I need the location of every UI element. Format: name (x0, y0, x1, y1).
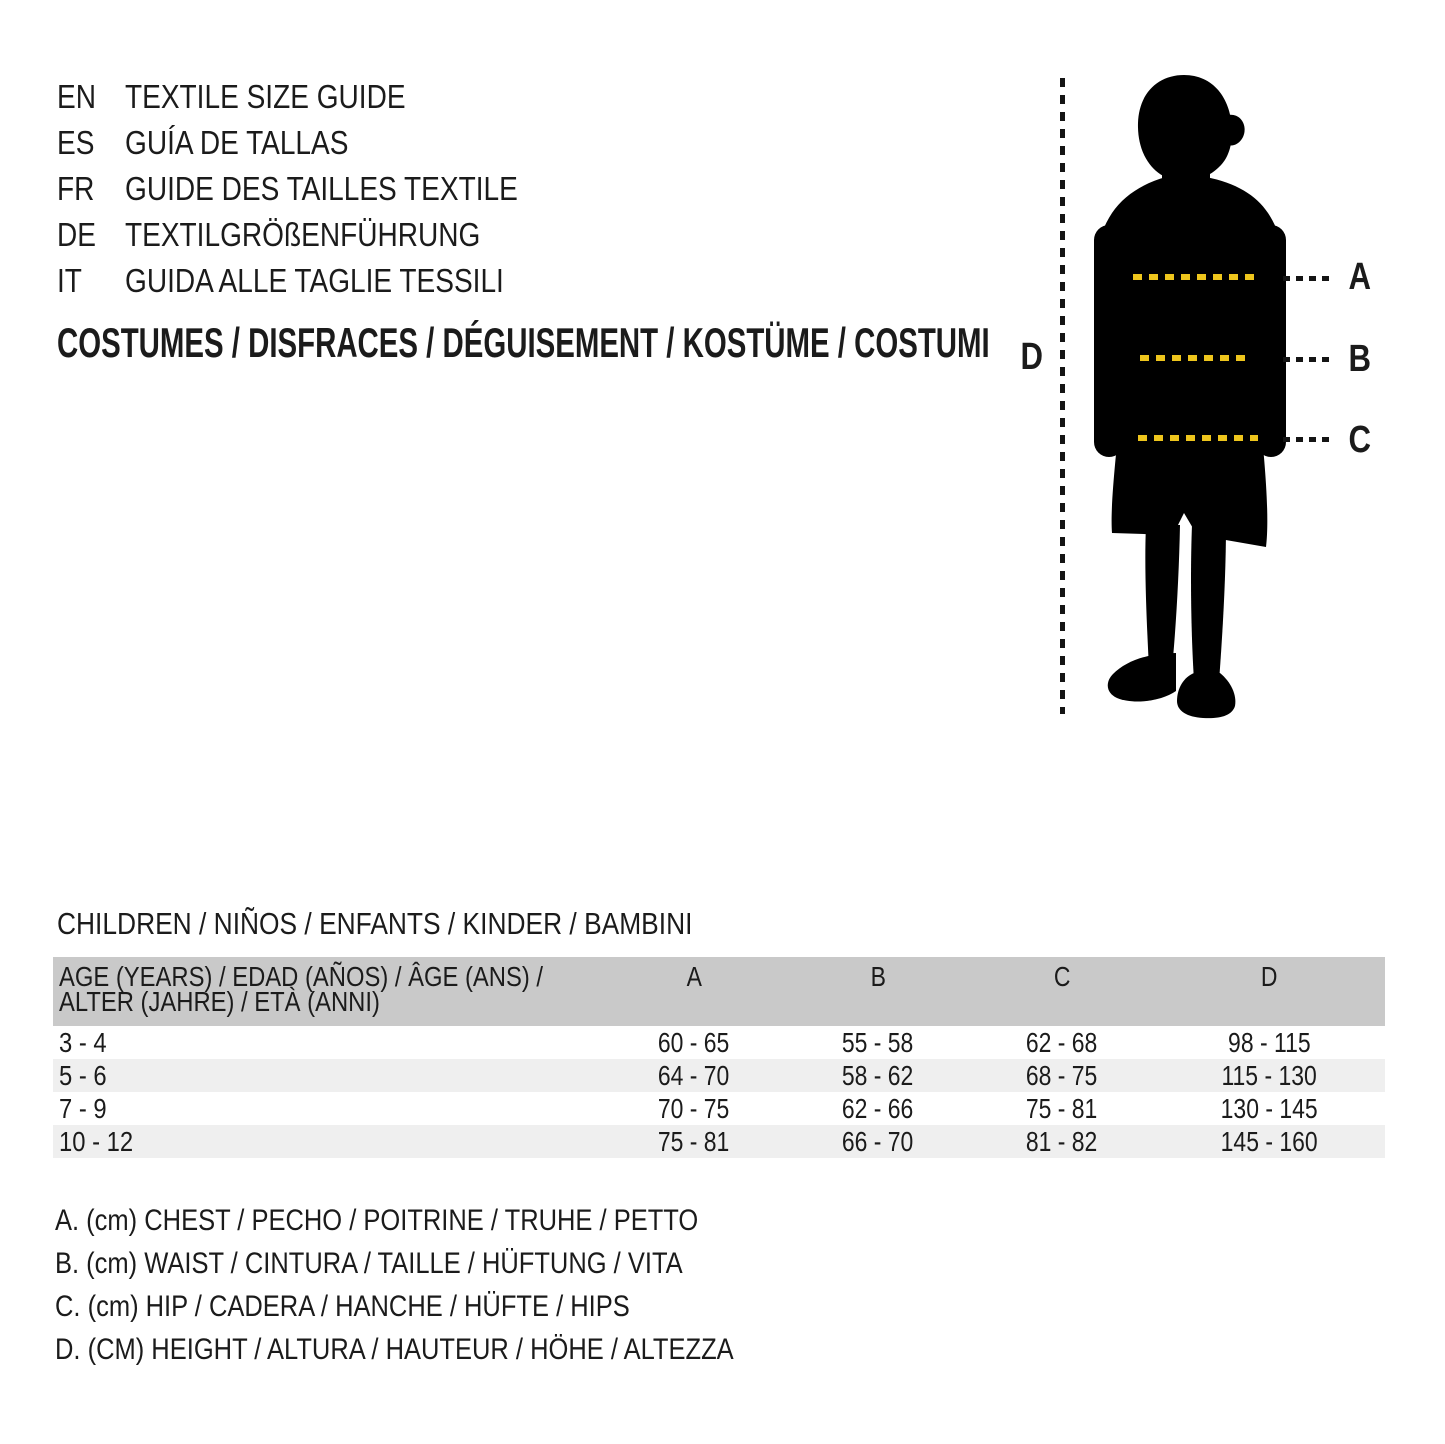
table-row (53, 1092, 1385, 1125)
silhouette-left-leg (1145, 525, 1180, 669)
header-col-c: C (1053, 961, 1071, 992)
connector-line-b (1283, 357, 1333, 362)
hip-value: 62 - 68 (1026, 1027, 1098, 1058)
language-title: GUIDE DES TAILLES TEXTILE (125, 170, 518, 207)
height-value: 130 - 145 (1220, 1093, 1319, 1124)
hip-value: 75 - 81 (1026, 1093, 1098, 1124)
label-b: B (1348, 338, 1372, 380)
chest-value: 64 - 70 (658, 1060, 730, 1091)
waist-value: 58 - 62 (842, 1060, 914, 1091)
header-col-a: A (686, 961, 702, 992)
header-age-line1: AGE (YEARS) / EDAD (AÑOS) / ÂGE (ANS) / (59, 961, 544, 992)
table-row (53, 1026, 1385, 1059)
age-value: 5 - 6 (59, 1060, 107, 1091)
language-row-en (57, 74, 587, 120)
child-silhouette-image (1080, 55, 1300, 725)
label-a: A (1348, 256, 1372, 298)
language-code: ES (57, 124, 95, 161)
language-row-fr (57, 166, 587, 212)
table-row (53, 1059, 1385, 1092)
waist-value: 55 - 58 (842, 1027, 914, 1058)
silhouette-right-leg (1191, 525, 1226, 695)
age-value: 10 - 12 (59, 1126, 134, 1157)
silhouette-torso (1120, 253, 1260, 435)
table-header-row (53, 957, 1385, 1026)
chest-value: 75 - 81 (658, 1126, 730, 1157)
legend-line-a: A. (cm) CHEST / PECHO / POITRINE / TRUHE / PETTO (55, 1204, 699, 1237)
section-heading-children: CHILDREN / NIÑOS / ENFANTS / KINDER / BAMBINI (57, 906, 693, 941)
waist-value: 62 - 66 (842, 1093, 914, 1124)
language-title: TEXTILE SIZE GUIDE (125, 78, 406, 115)
label-c: C (1348, 419, 1372, 461)
language-title-list (57, 74, 587, 304)
legend-line-c: C. (cm) HIP / CADERA / HANCHE / HÜFTE / HIPS (55, 1290, 630, 1323)
header-age (53, 957, 602, 1026)
language-row-de (57, 212, 587, 258)
legend-line-b: B. (cm) WAIST / CINTURA / TAILLE / HÜFTUNG / VITA (55, 1247, 683, 1280)
hip-line-c (1138, 435, 1258, 441)
hip-value: 68 - 75 (1026, 1060, 1098, 1091)
language-code: DE (57, 216, 96, 253)
language-row-it (57, 258, 587, 304)
height-line-d (1060, 78, 1065, 714)
hip-value: 81 - 82 (1026, 1126, 1098, 1157)
waist-value: 66 - 70 (842, 1126, 914, 1157)
label-d: D (1020, 336, 1044, 378)
size-table (53, 957, 1385, 1158)
language-code: EN (57, 78, 96, 115)
chest-value: 70 - 75 (658, 1093, 730, 1124)
language-row-es (57, 120, 587, 166)
chest-line-a (1133, 274, 1257, 280)
connector-line-c (1283, 437, 1333, 442)
connector-line-a (1283, 276, 1333, 281)
language-title: GUÍA DE TALLAS (125, 124, 349, 161)
silhouette-right-shoe (1177, 673, 1235, 718)
waist-line-b (1140, 355, 1250, 361)
silhouette-head (1138, 75, 1232, 181)
measurement-legend (55, 1199, 853, 1371)
header-age-line2: ALTER (JAHRE) / ETÀ (ANNI) (59, 986, 380, 1017)
language-title: TEXTILGRÖßENFÜHRUNG (125, 216, 481, 253)
header-col-b: B (870, 961, 886, 992)
category-heading: COSTUMES / DISFRACES / DÉGUISEMENT / KOSTÜME / COSTUMI (57, 319, 990, 366)
language-title: GUIDA ALLE TAGLIE TESSILI (125, 262, 504, 299)
age-value: 7 - 9 (59, 1093, 107, 1124)
height-value: 115 - 130 (1221, 1060, 1318, 1091)
silhouette-left-shoe (1108, 653, 1176, 702)
language-code: IT (57, 262, 82, 299)
age-value: 3 - 4 (59, 1027, 107, 1058)
table-row (53, 1125, 1385, 1158)
legend-line-d: D. (CM) HEIGHT / ALTURA / HAUTEUR / HÖHE / ALTEZZA (55, 1333, 734, 1366)
height-value: 98 - 115 (1228, 1027, 1311, 1058)
chest-value: 60 - 65 (658, 1027, 730, 1058)
height-value: 145 - 160 (1220, 1126, 1319, 1157)
header-col-d: D (1261, 961, 1278, 992)
language-code: FR (57, 170, 95, 207)
